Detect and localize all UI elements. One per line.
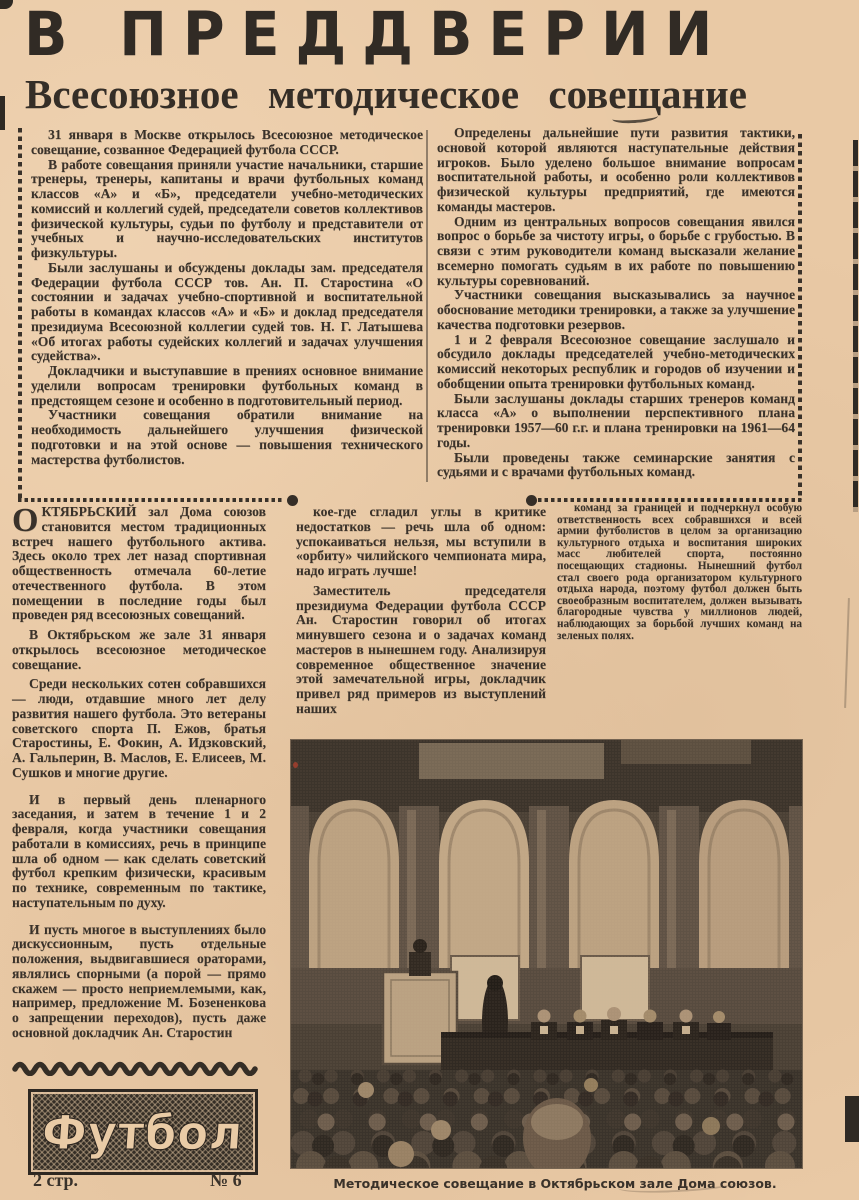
paragraph: 31 января в Москве открылось Всесоюзное методическое совещание, созванное Федерацией футбола СССР.	[31, 127, 423, 157]
main-article-column-2	[296, 505, 546, 717]
scan-right-artifact	[845, 1096, 859, 1142]
paragraph: Среди нескольких сотен собравшихся — люди, отдавшие много лет делу развития нашего футбола. Это ветераны советского спорта П. Ежов, братья Старостины, Е. Фокин, А. Идзковский, А. Гальперин, В. Маслов, Е. Елисеев, М. Сушков и многие другие.	[12, 676, 266, 780]
scan-edge-artifact	[853, 140, 858, 512]
paragraph: И пусть многое в выступлениях было дискуссионным, пусть отдельные положения, выдвигавшиеся ораторами, являлись спорными (а порой — прямо скажем — просто неприемлемыми, как, например, предложение М. Бозененкова о запрещении переходов), пусть даже основной докладчик Ан. Старостин	[12, 921, 266, 1040]
page-title: В ПРЕДДВЕРИИ	[24, 0, 729, 70]
paragraph: Участники совещания высказывались за научное обоснование методики тренировки, а также за улучшение качества подготовки резервов.	[437, 287, 795, 332]
paragraph: Одним из центральных вопросов совещания явился вопрос о борьбе за чистоту игры, о борьбе с грубостью. В связи с этим руководители команд высказали желание всемерно помогать судьям в их работе по повышению культуры соревнований.	[437, 213, 795, 288]
paragraph: Были заслушаны доклады старших тренеров команд класса «А» о выполнении перспективного плана тренировки 1957—60 г.г. и плана тренировки на 1961—64 годы.	[437, 390, 795, 450]
logo-text: Футбол	[40, 1104, 246, 1160]
box-border-bottom-left	[18, 498, 282, 502]
box-border-right	[798, 134, 802, 500]
column-divider	[426, 130, 428, 482]
wavy-divider	[12, 1060, 264, 1076]
paragraph: Определены дальнейшие пути развития тактики, основой которой являются наступательные действия игроков. Было уделено большое внимание вопросам воспитательной работы, и особенно роли коллективов физической культуры предприятий, где имеются команды мастеров.	[437, 125, 795, 214]
article-subtitle: Всесоюзное методическое совещание	[25, 71, 747, 117]
paragraph: Были проведены также семинарские занятия с судьями и с врачами футбольных команд.	[437, 449, 795, 480]
paragraph: команд за границей и подчеркнул особую ответственность всех собравшихся и всей армии футболистов в целом за организацию культурного отдыха и воспитания широких масс любителей спорта, постоянно посещающих стадионы. Нынешний футбол стал своего рода организатором культурного отдыха народа, поэтому футбол должен быть своеобразным воспитателем, должен вызывать благородные чувства у миллионов людей, наблюдающих за борьбой лучших команд на зеленых полях.	[557, 502, 802, 642]
scan-corner-artifact	[0, 0, 13, 9]
paragraph: 1 и 2 февраля Всесоюзное совещание заслушало и обсудило доклады председателей учебно-методических комиссий некоторых республик и городов об изучении и обобщении опыта тренировки футбольных команд.	[437, 331, 795, 391]
scratch-artifact	[844, 598, 850, 708]
paragraph-dropcap: ОКТЯБРЬСКИЙ зал Дома союзов становится местом традиционных встреч нашего футбольного актива. Здесь около трех лет назад спортивная общественность отмечала 60-летие отечественного футбола. В этом помещении в последние годы был проведен ряд всесоюзных совещаний.	[12, 502, 266, 623]
paragraph: Участники совещания обратили внимание на необходимость дальнейшего улучшения физической подготовки и на этой основе — повышения технического мастерства футболистов.	[31, 407, 423, 467]
paragraph: кое-где сгладил углы в критике недостатков — речь шла об одном: успокаиваться нельзя, мы вступили в «орбиту» чилийского чемпионата мира, надо играть лучше!	[296, 504, 546, 578]
page-number: 2 стр.	[33, 1170, 79, 1190]
football-logo	[28, 1089, 258, 1175]
paragraph: Докладчики и выступавшие в прениях основное внимание уделили вопросам тренировки футбольных команд в предстоящем сезоне и особенно в подготовительный период.	[31, 363, 423, 408]
boxed-article-right-column	[437, 126, 795, 480]
main-article-column-1	[12, 502, 266, 1041]
boxed-article-left-column	[31, 128, 423, 467]
paragraph: И в первый день пленарного заседания, и затем в течение 1 и 2 февраля, когда участники совещания работали в комиссиях, речь в принципе шла об одном — как сделать советский футбол крепким физически, красивым по технике, современным по тактике, наступательным по духу.	[12, 791, 266, 910]
issue-number: № 6	[210, 1170, 242, 1190]
boxed-article	[18, 120, 804, 502]
box-border-left	[18, 128, 22, 498]
red-ink-dot-artifact	[293, 762, 298, 768]
photo-caption: Методическое совещание в Октябрьском зале Дома союзов.	[333, 1176, 777, 1191]
main-article-column-3	[557, 503, 802, 642]
meeting-hall-photo	[291, 740, 802, 1168]
scan-left-artifact	[0, 96, 5, 130]
paragraph: В Октябрьском же зале 31 января открылось всесоюзное методическое совещание.	[12, 627, 266, 672]
paragraph: В работе совещания приняли участие начальники, старшие тренеры, тренеры, капитаны и врачи футбольных команд классов «А» и «Б», председатели учебно-методических комиссий и коллегий судей, председатели советов коллективов физической культуры, судьи по футболу и представители от учебных и научно-исследовательских институтов физкультуры.	[31, 156, 423, 260]
paragraph: Были заслушаны и обсуждены доклады зам. председателя Федерации футбола СССР тов. Ан. П. Старостина «О состоянии и задачах учебно-спортивной и воспитательной работы в командах классов «А» и «Б» и доклад председателя президиума Всесоюзной коллегии судей тов. Н. Г. Латышева «Об итогах работы судейских коллегий и задачах улучшения судейства».	[31, 259, 423, 364]
paragraph: Заместитель председателя президиума Федерации футбола СССР Ан. Старостин говорил об итогах минувшего сезона и о задачах команд мастеров в нынешнем году. Анализируя современное общественное значение этой замечательной игры, докладчик привел ряд примеров из выступлений наших	[296, 582, 546, 716]
